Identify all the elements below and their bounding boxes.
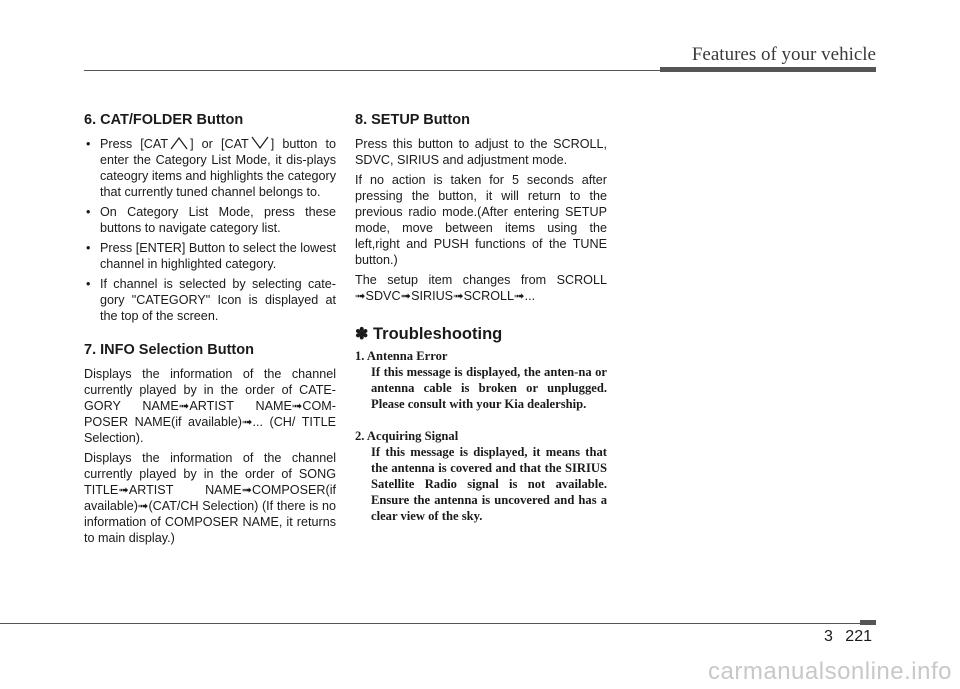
footer-rule [0, 623, 864, 624]
chapter-number: 3 [823, 628, 833, 645]
header-rule [84, 70, 664, 71]
section-8-paragraph-2: If no action is taken for 5 seconds after pressing the button, it will return to the previous radio mode.(After entering SETUP mode, move between items using the left,right and PUSH functions of the TUNE button.) [355, 173, 607, 267]
section-8-paragraph-3: The setup item changes from SCROLL ➟SDVC➟SIRIUS➟SCROLL➟... [355, 273, 607, 303]
section-6-title: 6. CAT/FOLDER Button [84, 112, 244, 128]
troubleshooting-item-heading: 1. Antenna Error [355, 349, 448, 363]
list-item: • On Category List Mode, press these buttons to navigate category list. [84, 204, 336, 236]
list-item-text-pre: Press [CAT [100, 137, 169, 151]
troubleshooting-item-body: If this message is displayed, the anten-na or antenna cable is broken or unplugged. Please consult with your Kia dealership. [371, 365, 607, 411]
list-item-text-post: ] button to enter the Category List Mode, it dis-plays cateogry items and highlights the category that currently tuned channel belongs to. [100, 137, 336, 199]
page-number [824, 628, 872, 646]
section-6-list [84, 136, 336, 324]
section-7-paragraph-2: Displays the information of the channel currently played by in the order of SONG TITLE➟ARTIST NAME➟COMPOSER(if available)➟(CAT/CH Selection) (If there is no information of COMPOSER NAME, it returns to main display.) [84, 451, 336, 545]
section-8-paragraph-1: Press this button to adjust to the SCROLL, SDVC, SIRIUS and adjustment mode. [355, 137, 607, 167]
left-column [84, 106, 336, 550]
page-number-value: 221 [845, 628, 872, 645]
list-item [84, 136, 336, 200]
caret-up-icon [168, 136, 190, 150]
middle-column [355, 106, 607, 540]
troubleshooting-title [355, 324, 607, 344]
section-7-title: 7. INFO Selection Button [84, 342, 254, 358]
header-title: Features of your vehicle [691, 44, 876, 65]
list-item: • Press [ENTER] Button to select the lowest channel in highlighted category. [84, 240, 336, 272]
star-icon: ✽ [355, 326, 369, 343]
troubleshooting-item [355, 428, 607, 524]
caret-down-icon [249, 136, 271, 150]
troubleshooting-item [355, 348, 607, 412]
footer-rule-accent [860, 620, 876, 625]
list-item-text-mid: ] or [CAT [190, 137, 249, 151]
header-rule-accent [660, 67, 876, 72]
troubleshooting-title-text: Troubleshooting [373, 325, 503, 343]
section-8-title: 8. SETUP Button [355, 112, 470, 128]
section-7-paragraph-1: Displays the information of the channel currently played by in the order of CATE-GORY NAME➟ARTIST NAME➟COM-POSER NAME(if available)➟... (CH/ TITLE Selection). [84, 367, 336, 445]
troubleshooting-item-body: If this message is displayed, it means that the antenna is covered and that the SIRIUS Satellite Radio signal is not available. Ensure the antenna is uncovered and has a clear view of the sky. [371, 445, 607, 523]
troubleshooting-item-heading: 2. Acquiring Signal [355, 429, 459, 443]
list-item: • If channel is selected by selecting cate-gory "CATEGORY" Icon is displayed at the top of the screen. [84, 276, 336, 324]
watermark: carmanualsonline.info [708, 658, 952, 685]
